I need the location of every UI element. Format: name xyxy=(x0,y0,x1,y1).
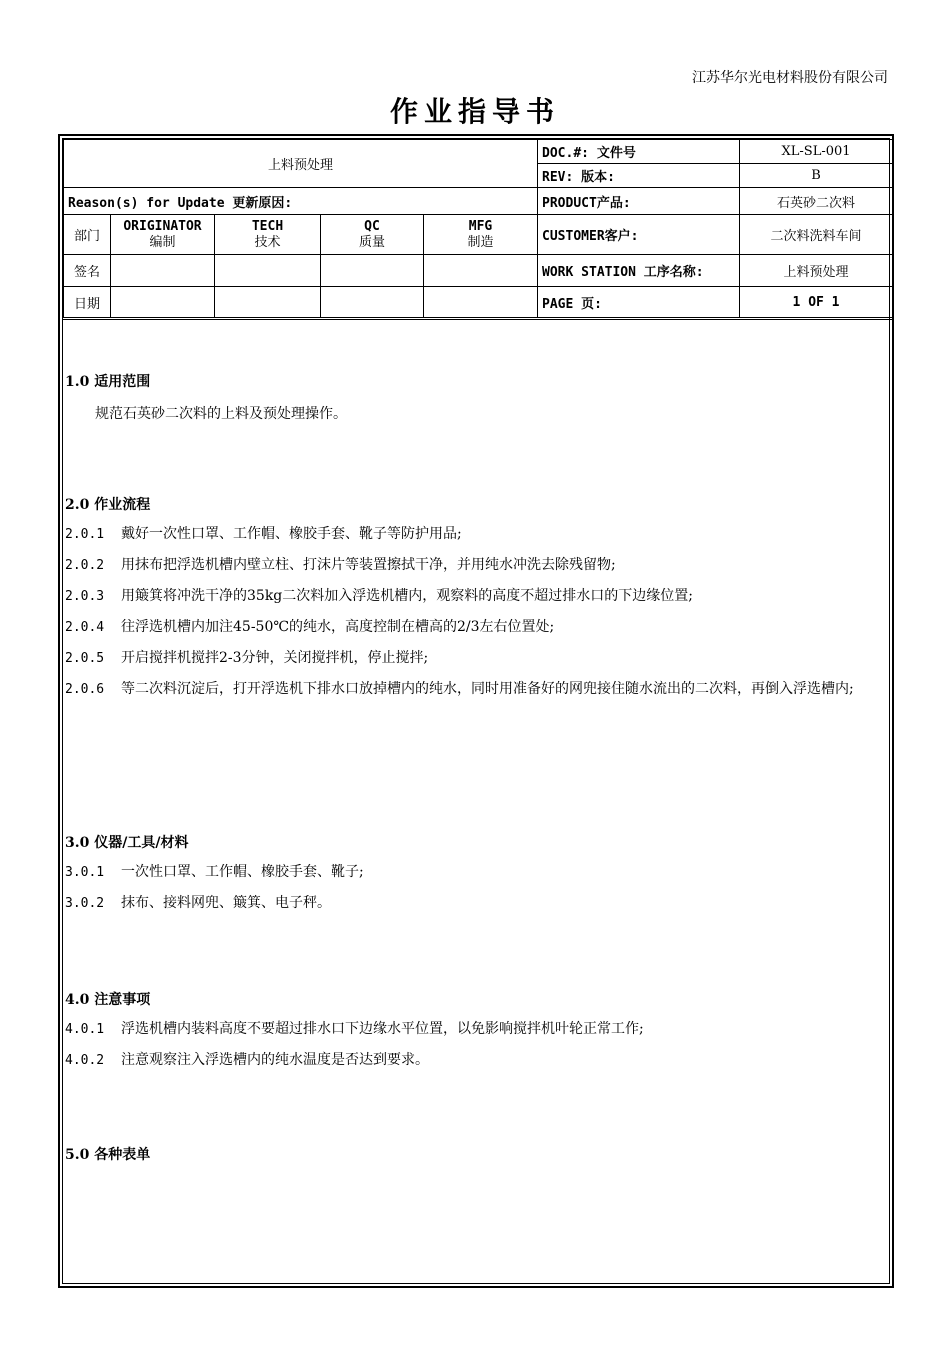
item-number: 4.0.1 xyxy=(65,1022,105,1037)
date-label: 日期 xyxy=(64,287,111,319)
mfg-en: MFG xyxy=(468,218,493,234)
qc-date-cell xyxy=(321,287,424,319)
company-name: 江苏华尔光电材料股份有限公司 xyxy=(692,70,888,86)
item-number: 2.0.2 xyxy=(65,558,105,573)
section-scope-text: 规范石英砂二次料的上料及预处理操作。 xyxy=(95,406,347,422)
originator-date-cell xyxy=(111,287,215,319)
mfg-cn: 制造 xyxy=(467,234,494,250)
form-frame xyxy=(58,134,894,1288)
revision-value: B xyxy=(740,164,893,188)
page-label: PAGE 页: xyxy=(538,287,740,319)
section-notes-title: 4.0 注意事项 xyxy=(65,992,151,1008)
list-item xyxy=(65,1045,881,1076)
item-number: 2.0.1 xyxy=(65,527,105,542)
item-text: 开启搅拌机搅拌2-3分钟，关闭搅拌机，停止搅拌; xyxy=(121,650,429,666)
item-number: 2.0.4 xyxy=(65,620,105,635)
work-station-label: WORK STATION 工序名称: xyxy=(538,255,740,287)
update-reason-label: Reason(s) for Update 更新原因: xyxy=(64,188,538,215)
originator-cn: 编制 xyxy=(149,234,176,250)
mfg-header xyxy=(424,215,538,255)
list-item xyxy=(65,674,881,705)
revision-label: REV: 版本: xyxy=(538,164,740,188)
item-text: 一次性口罩、工作帽、橡胶手套、靴子; xyxy=(121,864,364,880)
item-text: 注意观察注入浮选槽内的纯水温度是否达到要求。 xyxy=(121,1052,429,1068)
qc-header xyxy=(321,215,424,255)
tech-date-cell xyxy=(215,287,321,319)
item-text: 戴好一次性口罩、工作帽、橡胶手套、靴子等防护用品; xyxy=(121,526,462,542)
section-tools-title: 3.0 仪器/工具/材料 xyxy=(65,835,189,851)
item-number: 2.0.6 xyxy=(65,682,105,697)
customer-label: CUSTOMER客户: xyxy=(538,215,740,255)
qc-signature-cell xyxy=(321,255,424,287)
list-item xyxy=(65,519,881,550)
item-number: 4.0.2 xyxy=(65,1053,105,1068)
work-station-value: 上料预处理 xyxy=(740,255,893,287)
originator-en: ORIGINATOR xyxy=(123,218,202,234)
mfg-signature-cell xyxy=(424,255,538,287)
item-text: 用簸箕将冲洗干净的35kg二次料加入浮选机槽内，观察料的高度不超过排水口的下边缘位置; xyxy=(121,588,693,604)
list-item xyxy=(65,550,881,581)
item-number: 2.0.5 xyxy=(65,651,105,666)
list-item xyxy=(65,857,881,888)
list-item xyxy=(65,1014,881,1045)
originator-signature-cell xyxy=(111,255,215,287)
item-number: 2.0.3 xyxy=(65,589,105,604)
tech-en: TECH xyxy=(251,218,284,234)
item-text: 用抹布把浮选机槽内壁立柱、打沫片等装置擦拭干净，并用纯水冲洗去除残留物; xyxy=(121,557,616,573)
section-forms-title: 5.0 各种表单 xyxy=(65,1147,151,1163)
signature-label: 签名 xyxy=(64,255,111,287)
page-value: 1 OF 1 xyxy=(740,287,893,319)
tech-cn: 技术 xyxy=(254,234,281,250)
header-table xyxy=(63,139,893,320)
item-text: 抹布、接料网兜、簸箕、电子秤。 xyxy=(121,895,331,911)
doc-number-value: XL-SL-001 xyxy=(740,140,893,164)
product-value: 石英砂二次料 xyxy=(740,188,893,215)
qc-cn: 质量 xyxy=(358,234,385,250)
doc-number-label: DOC.#: 文件号 xyxy=(538,140,740,164)
form-inner-frame xyxy=(62,138,890,1284)
list-item xyxy=(65,643,881,674)
tech-header xyxy=(215,215,321,255)
item-text: 浮选机槽内装料高度不要超过排水口下边缘水平位置，以免影响搅拌机叶轮正常工作; xyxy=(121,1021,644,1037)
item-number: 3.0.1 xyxy=(65,865,105,880)
section-process-title: 2.0 作业流程 xyxy=(65,497,151,513)
document-title: 作业指导书 xyxy=(389,95,560,128)
product-label: PRODUCT产品: xyxy=(538,188,740,215)
list-item xyxy=(65,612,881,643)
list-item xyxy=(65,888,881,919)
tech-signature-cell xyxy=(215,255,321,287)
item-text: 等二次料沉淀后，打开浮选机下排水口放掉槽内的纯水，同时用准备好的网兜接住随水流出的二次料，再倒入浮选槽内; xyxy=(121,681,854,697)
list-item xyxy=(65,581,881,612)
item-number: 3.0.2 xyxy=(65,896,105,911)
item-text: 往浮选机槽内加注45-50℃的纯水，高度控制在槽高的2/3左右位置处; xyxy=(121,619,555,635)
mfg-date-cell xyxy=(424,287,538,319)
customer-value: 二次料洗料车间 xyxy=(740,215,893,255)
qc-en: QC xyxy=(364,218,380,234)
department-label: 部门 xyxy=(64,215,111,255)
process-title: 上料预处理 xyxy=(64,140,538,188)
section-scope-title: 1.0 适用范围 xyxy=(65,374,151,390)
originator-header xyxy=(111,215,215,255)
